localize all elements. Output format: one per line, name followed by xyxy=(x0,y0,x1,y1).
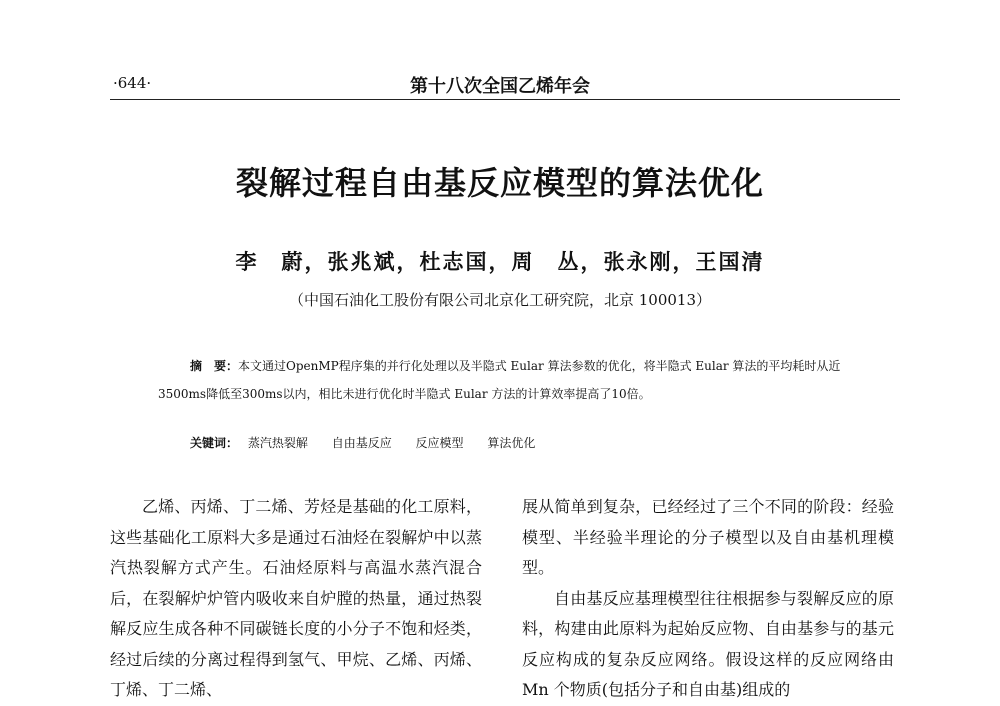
keywords xyxy=(190,434,555,451)
author-list: 李 蔚，张兆斌，杜志国，周 丛，张永刚，王国清 xyxy=(235,249,765,274)
page-number: ·644· xyxy=(113,74,152,92)
header-rule xyxy=(110,99,900,100)
body-column-right xyxy=(522,492,894,706)
body-paragraph: 乙烯、丙烯、丁二烯、芳烃是基础的化工原料，这些基础化工原料大多是通过石油烃在裂解炉中以蒸汽热裂解方式产生。石油烃原料与高温水蒸汽混合后，在裂解炉炉管内吸收来自炉膛的热量，通过热裂解反应生成各种不同碳链长度的小分子不饱和烃类，经过后续的分离过程得到氢气、甲烷、乙烯、丙烯、丁烯、丁二烯、 xyxy=(110,497,482,699)
abstract xyxy=(158,352,848,408)
keywords-label: 关键词： xyxy=(190,436,239,450)
body-column-left xyxy=(110,492,482,706)
affiliation: （中国石油化工股份有限公司北京化工研究院，北京 100013） xyxy=(288,291,712,309)
body-paragraph: 展从简单到复杂，已经经过了三个不同的阶段：经验模型、半经验半理论的分子模型以及自由基机理模型。 xyxy=(522,497,894,577)
paper-title: 裂解过程自由基反应模型的算法优化 xyxy=(235,164,764,202)
abstract-text: 本文通过OpenMP程序集的并行化处理以及半隐式 Eular 算法参数的优化，将半隐式 Eular 算法的平均耗时从近3500ms降低至300ms以内，相比未进行优化时半隐式 Eular 方法的计算效率提高了10倍。 xyxy=(158,359,841,401)
running-title: 第十八次全国乙烯年会 xyxy=(410,76,590,97)
body-paragraph: 自由基反应基理模型往往根据参与裂解反应的原料，构建由此原料为起始反应物、自由基参与的基元反应构成的复杂反应网络。假设这样的反应网络由 Mn 个物质(包括分子和自由基)组成的 xyxy=(522,588,894,699)
keyword: 算法优化 xyxy=(487,436,536,450)
abstract-label: 摘 要： xyxy=(190,359,239,373)
keyword: 蒸汽热裂解 xyxy=(247,436,308,450)
keyword: 反应模型 xyxy=(415,436,464,450)
keyword: 自由基反应 xyxy=(331,436,392,450)
